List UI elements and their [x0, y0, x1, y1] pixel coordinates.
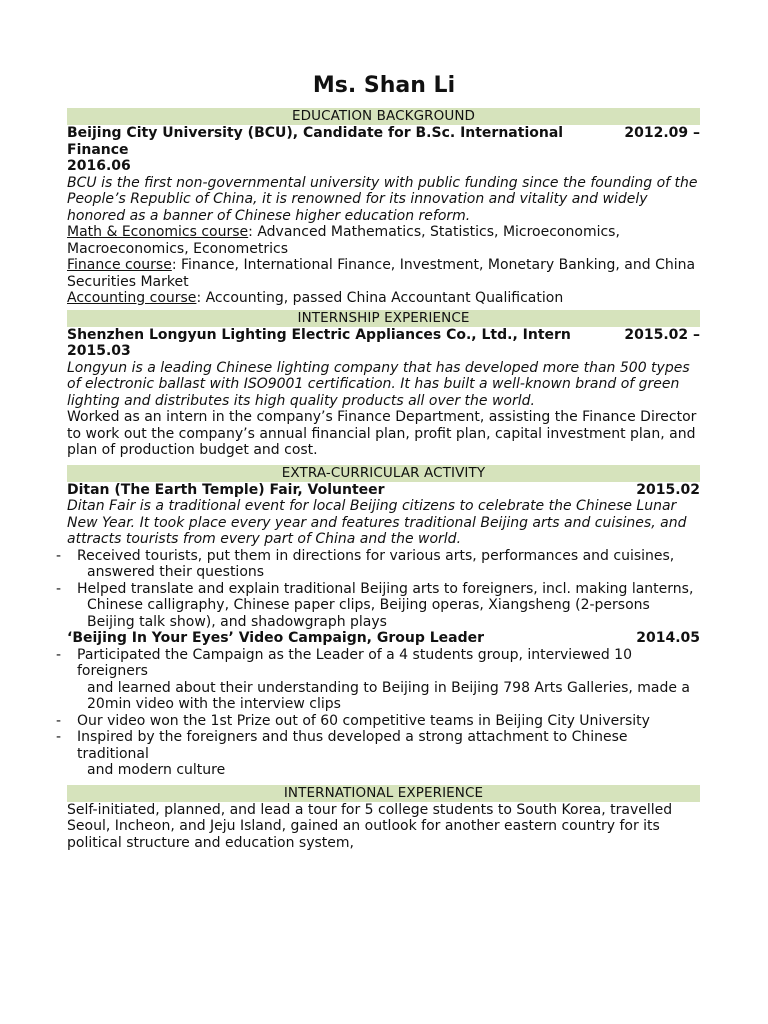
bullet-continuation: and modern culture: [87, 762, 226, 778]
bullet-continuation: Chinese calligraphy, Chinese paper clips, Beijing operas, Xiangsheng (2-persons Beijing talk show), and shadowgraph plays: [87, 597, 650, 630]
bullet-continuation: and learned about their understanding to Beijing in Beijing 798 Arts Galleries, made a 20min video with the interview clips: [87, 679, 691, 712]
course-text: : Advanced Mathematics, Statistics, Microeconomics, Macroeconomics, Econometrics: [67, 224, 620, 257]
list-item: [67, 647, 700, 713]
course-label: Accounting course: [67, 290, 197, 306]
course-line: [67, 257, 700, 290]
education-title-row: [67, 125, 700, 158]
education-entry: [67, 125, 700, 307]
internship-entry: [67, 327, 700, 459]
education-title: Beijing City University (BCU), Candidate for B.Sc. International Finance: [67, 125, 564, 158]
internship-date-end: 2015.03: [67, 343, 131, 359]
activity-description: Ditan Fair is a traditional event for local Beijing citizens to celebrate the Chinese Lunar New Year. It took place every year and features traditional Beijing arts and cuisines, and attracts tourists from every part of China and the world.: [67, 498, 687, 547]
bullet-first-line: Our video won the 1st Prize out of 60 competitive teams in Beijing City University: [77, 712, 650, 729]
activity-date: 2015.02: [636, 481, 700, 498]
list-item: [67, 729, 700, 779]
course-line: [67, 224, 700, 257]
list-item: [67, 548, 700, 581]
internship-title: Shenzhen Longyun Lighting Electric Appliances Co., Ltd., Intern: [67, 326, 571, 343]
course-line: [67, 290, 700, 307]
activity-heading: EXTRA-CURRICULAR ACTIVITY: [67, 465, 700, 482]
list-item: [67, 581, 700, 631]
activity-entry-ditan: [67, 482, 700, 631]
activity-title-row: [67, 482, 700, 499]
activity-title-row: [67, 630, 700, 647]
internship-heading: INTERNSHIP EXPERIENCE: [67, 310, 700, 327]
education-date-start: 2012.09 –: [624, 125, 700, 141]
bullet-first-line: Helped translate and explain traditional Beijing arts to foreigners, incl. making lanterns,: [77, 580, 694, 597]
education-description: BCU is the first non-governmental university with public funding since the founding of the People’s Republic of China, it is renowned for its innovation and vitality and widely honored as a banner of Chinese higher education reform.: [67, 174, 698, 224]
international-heading: INTERNATIONAL EXPERIENCE: [67, 785, 700, 802]
bullet-first-line: Received tourists, put them in directions for various arts, performances and cuisines,: [77, 547, 675, 564]
resume-content: [67, 108, 700, 851]
list-item: [67, 713, 700, 730]
internship-description: Longyun is a leading Chinese lighting company that has developed more than 500 types of electronic ballast with ISO9001 certification. It has built a well-known brand of green lighting and distributes its high quality products all over the world.: [67, 359, 690, 409]
course-label: Finance course: [67, 257, 172, 273]
bullet-continuation: answered their questions: [87, 564, 265, 580]
course-label: Math & Economics course: [67, 224, 249, 240]
internship-body: Worked as an intern in the company’s Finance Department, assisting the Finance Director to work out the company’s annual financial plan, profit plan, capital investment plan, and plan of production budget and cost.: [67, 409, 697, 458]
education-date-end: 2016.06: [67, 158, 131, 174]
activity-title: Ditan (The Earth Temple) Fair, Volunteer: [67, 481, 385, 498]
course-text: : Finance, International Finance, Investment, Monetary Banking, and China Securities Market: [67, 257, 696, 290]
course-text: : Accounting, passed China Accountant Qualification: [196, 290, 564, 306]
international-body: Self-initiated, planned, and lead a tour for 5 college students to South Korea, travelled Seoul, Incheon, and Jeju Island, gained an outlook for another eastern country for its political structure and education system,: [67, 801, 673, 851]
internship-title-row: [67, 327, 700, 344]
bullet-first-line: Participated the Campaign as the Leader of a 4 students group, interviewed 10 foreigners: [77, 646, 632, 679]
activity-entry-video: [67, 630, 700, 779]
bullet-first-line: Inspired by the foreigners and thus developed a strong attachment to Chinese traditional: [77, 729, 628, 762]
education-heading: EDUCATION BACKGROUND: [67, 108, 700, 125]
internship-date-start: 2015.02 –: [624, 326, 700, 343]
activity-date: 2014.05: [636, 630, 700, 646]
candidate-name: Ms. Shan Li: [312, 73, 456, 98]
activity-title: ‘Beijing In Your Eyes’ Video Campaign, Group Leader: [67, 630, 485, 646]
